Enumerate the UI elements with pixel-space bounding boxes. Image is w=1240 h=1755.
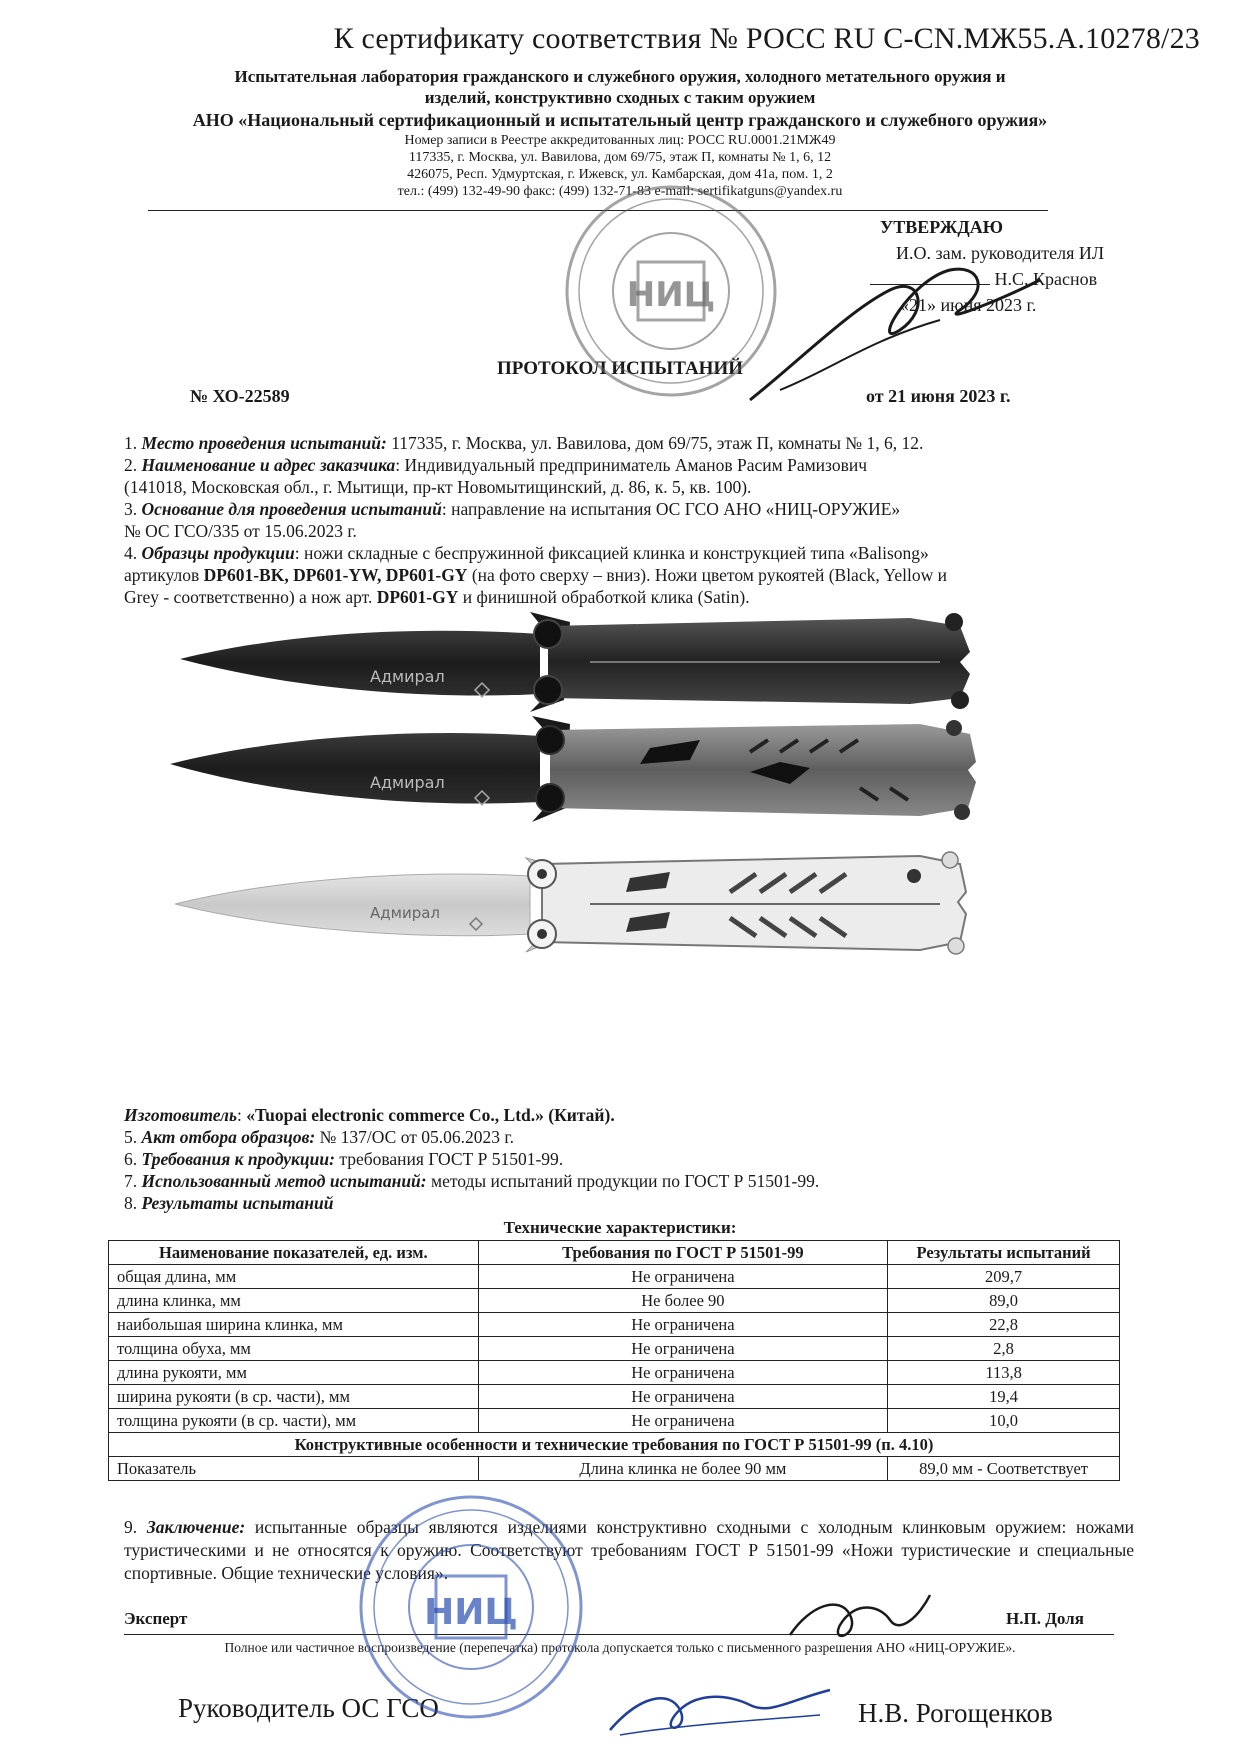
svg-text:НИЦ: НИЦ bbox=[424, 1592, 518, 1633]
cell-parameter: длина рукояти, мм bbox=[109, 1361, 479, 1385]
lab-name-line2: изделий, конструктивно сходных с таким оружием bbox=[424, 88, 816, 107]
cell-result: 19,4 bbox=[888, 1385, 1120, 1409]
protocol-items-5-8 bbox=[124, 1104, 1124, 1214]
table-row bbox=[109, 1361, 1120, 1385]
header-divider bbox=[148, 210, 1048, 211]
cell-requirement: Не ограничена bbox=[478, 1361, 888, 1385]
item-6: 6. Требования к продукции: требования ГОСТ Р 51501-99. bbox=[124, 1149, 564, 1169]
footer-divider bbox=[124, 1634, 1114, 1635]
table-section-row bbox=[109, 1433, 1120, 1457]
address-moscow: 117335, г. Москва, ул. Вавилова, дом 69/75, этаж П, комнаты № 1, 6, 12 bbox=[408, 150, 832, 165]
item-3-cont: № ОС ГСО/335 от 15.06.2023 г. bbox=[124, 521, 357, 541]
cell-parameter: толщина рукояти (в ср. части), мм bbox=[109, 1409, 479, 1433]
table-row bbox=[109, 1457, 1120, 1481]
certificate-reference: К сертификату соответствия № РОСС RU С-CN.МЖ55.А.10278/23 bbox=[333, 22, 1200, 55]
table-row bbox=[109, 1265, 1120, 1289]
cell-parameter: наибольшая ширина клинка, мм bbox=[109, 1313, 479, 1337]
column-header: Требования по ГОСТ Р 51501-99 bbox=[478, 1241, 888, 1265]
table-row bbox=[109, 1385, 1120, 1409]
protocol-date: от 21 июня 2023 г. bbox=[866, 386, 1011, 406]
expert-name: Н.П. Доля bbox=[1006, 1609, 1084, 1628]
cell-result: 209,7 bbox=[888, 1265, 1120, 1289]
item-4: 4. Образцы продукции: ножи складные с беспружинной фиксацией клинка и конструкцией типа «Balisong» bbox=[124, 543, 929, 563]
cell-requirement: Не более 90 bbox=[478, 1289, 888, 1313]
item-4-cont2: Grey - соответственно) а нож арт. DP601-GY и финишной обработкой клика (Satin). bbox=[124, 587, 750, 607]
item-4-cont: артикулов DP601-BK, DP601-YW, DP601-GY (на фото сверху – вниз). Ножи цветом рукоятей (Black, Yellow и bbox=[124, 565, 947, 585]
column-header: Наименование показателей, ед. изм. bbox=[109, 1241, 479, 1265]
tech-table bbox=[108, 1240, 1120, 1481]
cell-parameter: Показатель bbox=[109, 1457, 479, 1481]
lab-name-line1: Испытательная лаборатория гражданского и служебного оружия, холодного метательного оружия и bbox=[234, 67, 1006, 86]
protocol-title: ПРОТОКОЛ ИСПЫТАНИЙ bbox=[496, 358, 744, 379]
cell-parameter: длина клинка, мм bbox=[109, 1289, 479, 1313]
cell-requirement: Не ограничена bbox=[478, 1409, 888, 1433]
cell-result: 22,8 bbox=[888, 1313, 1120, 1337]
approval-position: И.О. зам. руководителя ИЛ bbox=[896, 243, 1105, 263]
knife-2-label: Адмирал bbox=[370, 773, 445, 792]
head-position: Руководитель ОС ГСО bbox=[178, 1693, 439, 1723]
knife-yellow bbox=[170, 716, 976, 822]
cell-result: 10,0 bbox=[888, 1409, 1120, 1433]
item-5: 5. Акт отбора образцов: № 137/ОС от 05.06.2023 г. bbox=[124, 1127, 514, 1147]
table-row bbox=[109, 1313, 1120, 1337]
protocol-number: № ХО-22589 bbox=[190, 386, 290, 406]
cell-parameter: толщина обуха, мм bbox=[109, 1337, 479, 1361]
knives-photo bbox=[170, 612, 1100, 1102]
knife-3-label: Адмирал bbox=[370, 904, 440, 922]
signature-line bbox=[870, 268, 990, 285]
item-1: 1. Место проведения испытаний: 117335, г. Москва, ул. Вавилова, дом 69/75, этаж П, комнаты № 1, 6, 12. bbox=[124, 433, 924, 453]
contacts: тел.: (499) 132-49-90 факс: (499) 132-71-83 e-mail: sertifikatguns@yandex.ru bbox=[397, 184, 843, 199]
cell-requirement: Длина клинка не более 90 мм bbox=[478, 1457, 888, 1481]
svg-text:НИЦ: НИЦ bbox=[626, 275, 716, 315]
section-heading: Конструктивные особенности и технические требования по ГОСТ Р 51501-99 (п. 4.10) bbox=[109, 1433, 1120, 1457]
head-signature bbox=[600, 1675, 840, 1745]
table-row bbox=[109, 1289, 1120, 1313]
item-2-cont: (141018, Московская обл., г. Мытищи, пр-кт Новомытищинский, д. 86, к. 5, кв. 100). bbox=[124, 477, 752, 497]
item-3: 3. Основание для проведения испытаний: направление на испытания ОС ГСО АНО «НИЦ-ОРУЖИЕ» bbox=[124, 499, 901, 519]
approver-name: Н.С. Краснов bbox=[994, 269, 1098, 289]
protocol-items-1-4 bbox=[124, 432, 1124, 608]
registry-number: Номер записи в Реестре аккредитованных лиц: РОСС RU.0001.21МЖ49 bbox=[404, 133, 836, 148]
address-izhevsk: 426075, Респ. Удмуртская, г. Ижевск, ул. Камбарская, дом 41а, пом. 1, 2 bbox=[407, 167, 833, 182]
cell-parameter: ширина рукояти (в ср. части), мм bbox=[109, 1385, 479, 1409]
cell-result: 89,0 bbox=[888, 1289, 1120, 1313]
cell-requirement: Не ограничена bbox=[478, 1265, 888, 1289]
cell-requirement: Не ограничена bbox=[478, 1337, 888, 1361]
approval-date: «21» июня 2023 г. bbox=[900, 295, 1037, 315]
item-2: 2. Наименование и адрес заказчика: Индивидуальный предприниматель Аманов Расим Рамизович bbox=[124, 455, 868, 475]
table-row bbox=[109, 1337, 1120, 1361]
table-header-row bbox=[109, 1241, 1120, 1265]
cell-parameter: общая длина, мм bbox=[109, 1265, 479, 1289]
footer-note: Полное или частичное воспроизведение (перепечатка) протокола допускается только с письменного разрешения АНО «НИЦ-ОРУЖИЕ». bbox=[224, 1640, 1016, 1655]
item-7: 7. Использованный метод испытаний: методы испытаний продукции по ГОСТ Р 51501-99. bbox=[124, 1171, 820, 1191]
approval-block bbox=[880, 214, 1104, 318]
cell-requirement: Не ограничена bbox=[478, 1385, 888, 1409]
knife-grey-satin bbox=[175, 852, 966, 954]
approval-word: УТВЕРЖДАЮ bbox=[880, 217, 1004, 237]
cell-result: 89,0 мм - Соответствует bbox=[888, 1457, 1120, 1481]
head-name: Н.В. Рогощенков bbox=[858, 1698, 1053, 1728]
cell-result: 2,8 bbox=[888, 1337, 1120, 1361]
knife-1-label: Адмирал bbox=[370, 667, 445, 686]
column-header: Результаты испытаний bbox=[888, 1241, 1120, 1265]
tech-caption: Технические характеристики: bbox=[503, 1218, 737, 1237]
conclusion: 9. Заключение: испытанные образцы являются изделиями конструктивно сходными с холодным клинковым оружием: ножами туристическими и не относятся к оружию. Соответствуют требованиям ГОСТ Р 51501-99 «Ножи туристические и специальные спортивные. Общие технические условия». bbox=[124, 1517, 1135, 1583]
table-row bbox=[109, 1409, 1120, 1433]
cell-requirement: Не ограничена bbox=[478, 1313, 888, 1337]
item-8: 8. Результаты испытаний bbox=[124, 1193, 334, 1213]
lab-header bbox=[60, 66, 1180, 200]
cell-result: 113,8 bbox=[888, 1361, 1120, 1385]
knife-black bbox=[180, 612, 970, 712]
organization-name: АНО «Национальный сертификационный и испытательный центр гражданского и служебного оружия» bbox=[192, 110, 1048, 130]
expert-label: Эксперт bbox=[124, 1609, 188, 1628]
manufacturer: Изготовитель: «Tuopai electronic commerce Co., Ltd.» (Китай). bbox=[124, 1105, 615, 1125]
